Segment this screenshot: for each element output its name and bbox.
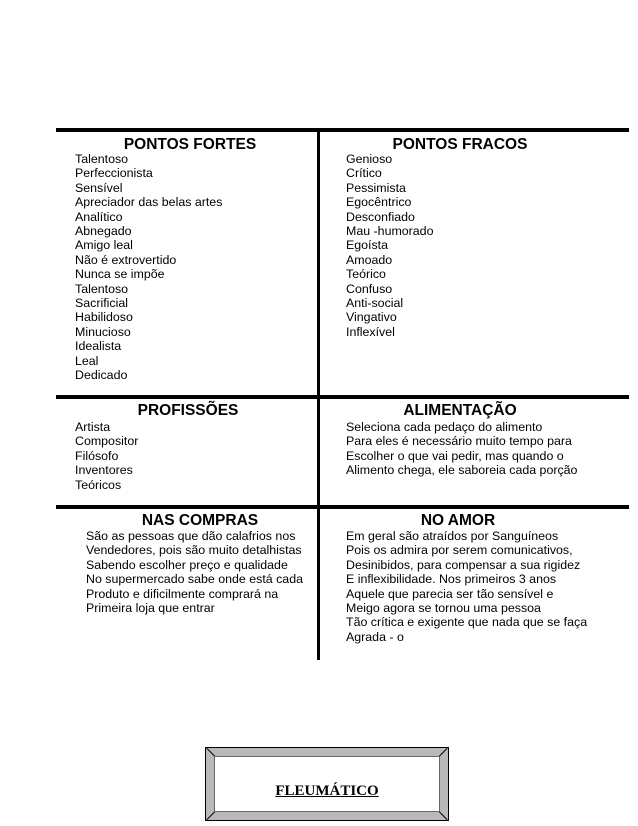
list-item: Abnegado: [75, 224, 132, 239]
list-item: Dedicado: [75, 368, 128, 383]
list-item: Leal: [75, 353, 99, 368]
list-item: Primeira loja que entrar: [86, 601, 215, 616]
list-item: Não é extrovertido: [75, 252, 177, 267]
list-item: São as pessoas que dão calafrios nos: [86, 529, 296, 543]
no-amor-title: NO AMOR: [420, 512, 496, 529]
nas-compras-title: NAS COMPRAS: [141, 512, 259, 529]
pontos-fortes-title: PONTOS FORTES: [123, 136, 257, 153]
pontos-fracos-title: PONTOS FRACOS: [392, 136, 528, 153]
list-item: Para eles é necessário muito tempo para: [346, 434, 572, 449]
list-item: Talentoso: [75, 152, 129, 166]
alimentacao-list: [346, 420, 577, 478]
top-divider: [56, 128, 629, 132]
list-item: Analítico: [75, 209, 123, 224]
temperament-label: FLEUMÁTICO: [275, 783, 379, 799]
list-item: Inventores: [75, 463, 133, 478]
list-item: Produto e dificilmente comprará na: [86, 586, 279, 601]
list-item: Desinibidos, para compensar a sua rigidez: [346, 557, 581, 572]
list-item: Em geral são atraídos por Sanguíneos: [346, 529, 559, 543]
list-item: Desconfiado: [346, 209, 415, 224]
list-item: Aquele que parecia ser tão sensível e: [346, 586, 554, 601]
list-item: Compositor: [75, 434, 139, 449]
list-item: Vingativo: [346, 310, 397, 325]
list-item: Sacrificial: [75, 296, 129, 311]
list-item: Idealista: [75, 339, 122, 354]
list-item: Perfeccionista: [75, 166, 153, 181]
list-item: Egoísta: [346, 238, 389, 253]
nas-compras-list: [86, 529, 303, 615]
list-item: Mau -humorado: [346, 224, 434, 239]
list-item: Filósofo: [75, 448, 119, 463]
pontos-fortes-list: [75, 152, 222, 383]
list-item: Teórico: [346, 267, 386, 282]
list-item: Teóricos: [75, 477, 122, 492]
list-item: Nunca se impõe: [75, 267, 165, 282]
alimentacao-title: ALIMENTAÇÃO: [403, 402, 517, 419]
list-item: Anti-social: [346, 296, 404, 311]
list-item: Minucioso: [75, 324, 131, 339]
list-item: Pois os admira por serem comunicativos,: [346, 543, 573, 558]
list-item: Crítico: [346, 166, 382, 181]
list-item: Pessimista: [346, 180, 406, 195]
list-item: Habilidoso: [75, 310, 133, 325]
list-item: Genioso: [346, 152, 393, 166]
list-item: Artista: [75, 420, 111, 434]
list-item: E inflexibilidade. Nos primeiros 3 anos: [346, 572, 557, 587]
vertical-divider: [317, 128, 320, 660]
list-item: Amoado: [346, 252, 393, 267]
profissoes-list: [75, 420, 138, 492]
list-item: Egocêntrico: [346, 195, 412, 210]
list-item: Confuso: [346, 281, 393, 296]
list-item: Sensível: [75, 180, 123, 195]
profissoes-title: PROFISSÕES: [137, 402, 239, 419]
lower-divider: [56, 505, 629, 509]
list-item: Inflexível: [346, 324, 395, 339]
temperament-label-box: [214, 756, 440, 812]
list-item: No supermercado sabe onde está cada: [86, 572, 303, 587]
list-item: Escolher o que vai pedir, mas quando o: [346, 448, 564, 463]
list-item: Tão crítica e exigente que nada que se faça: [346, 615, 588, 630]
list-item: Meigo agora se tornou uma pessoa: [346, 601, 541, 616]
list-item: Alimento chega, ele saboreia cada porção: [346, 463, 578, 478]
list-item: Amigo leal: [75, 238, 133, 253]
pontos-fracos-list: [346, 152, 433, 339]
list-item: Seleciona cada pedaço do alimento: [346, 420, 543, 434]
temperament-label-frame: [205, 747, 449, 821]
middle-divider: [56, 395, 629, 399]
no-amor-list: [346, 529, 587, 644]
list-item: Sabendo escolher preço e qualidade: [86, 557, 288, 572]
list-item: Agrada - o: [346, 629, 404, 644]
list-item: Vendedores, pois são muito detalhistas: [86, 543, 302, 558]
list-item: Talentoso: [75, 281, 129, 296]
list-item: Apreciador das belas artes: [75, 195, 223, 210]
